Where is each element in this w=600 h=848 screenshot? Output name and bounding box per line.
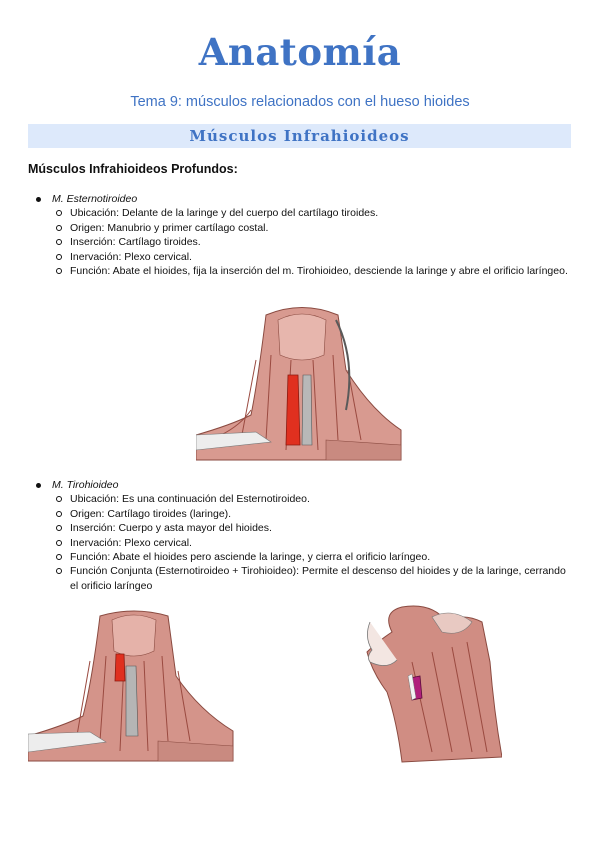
list-item: Inserción: Cuerpo y asta mayor del hioides. [56,521,576,535]
list-item: Origen: Manubrio y primer cartílago costal. [56,221,576,235]
bullet-dot-icon [36,197,41,202]
list-item: Función Conjunta (Esternotiroideo + Tirohioideo): Permite el descenso del hioides y de la laringe, cerrando el orificio laríngeo [56,564,576,593]
circle-bullet-icon [56,525,62,531]
circle-bullet-icon [56,496,62,502]
bullet-dot-icon [36,483,41,488]
neck-anatomy-figure-esternotiroideo [196,300,408,468]
list-item: Función: Abate el hioides, fija la inserción del m. Tirohioideo, desciende la laringe y abre el orificio laríngeo. [56,264,576,278]
circle-bullet-icon [56,210,62,216]
circle-bullet-icon [56,554,62,560]
circle-bullet-icon [56,511,62,517]
circle-bullet-icon [56,268,62,274]
page-subtitle: Tema 9: músculos relacionados con el hueso hioides [130,94,470,110]
muscle-name: M. Tirohioideo [52,479,119,491]
list-item: Ubicación: Es una continuación del Esternotiroideo. [56,492,576,506]
circle-bullet-icon [56,254,62,260]
list-item: Inervación: Plexo cervical. [56,536,576,550]
muscle-detail-list [36,206,576,278]
muscle-bullet [36,478,576,492]
neck-anatomy-figure-tirohioideo-front [28,606,240,768]
muscle-bullet [36,192,576,206]
section-title: Músculos Infrahioideos [28,124,571,148]
list-item: Inserción: Cartílago tiroides. [56,235,576,249]
muscle-block-esternotiroideo [36,192,576,278]
circle-bullet-icon [56,540,62,546]
muscle-detail-list [36,492,576,593]
list-item: Ubicación: Delante de la laringe y del cuerpo del cartílago tiroides. [56,206,576,220]
page-title: Anatomía [198,30,402,74]
list-item: Origen: Cartílago tiroides (laringe). [56,507,576,521]
muscle-block-tirohioideo [36,478,576,593]
list-item: Función: Abate el hioides pero asciende la laringe, y cierra el orificio laríngeo. [56,550,576,564]
muscle-name: M. Esternotiroideo [52,193,138,205]
circle-bullet-icon [56,225,62,231]
subsection-heading: Músculos Infrahioideos Profundos: [28,162,238,176]
neck-anatomy-figure-tirohioideo-lateral [362,602,502,764]
circle-bullet-icon [56,239,62,245]
list-item: Inervación: Plexo cervical. [56,250,576,264]
circle-bullet-icon [56,568,62,574]
